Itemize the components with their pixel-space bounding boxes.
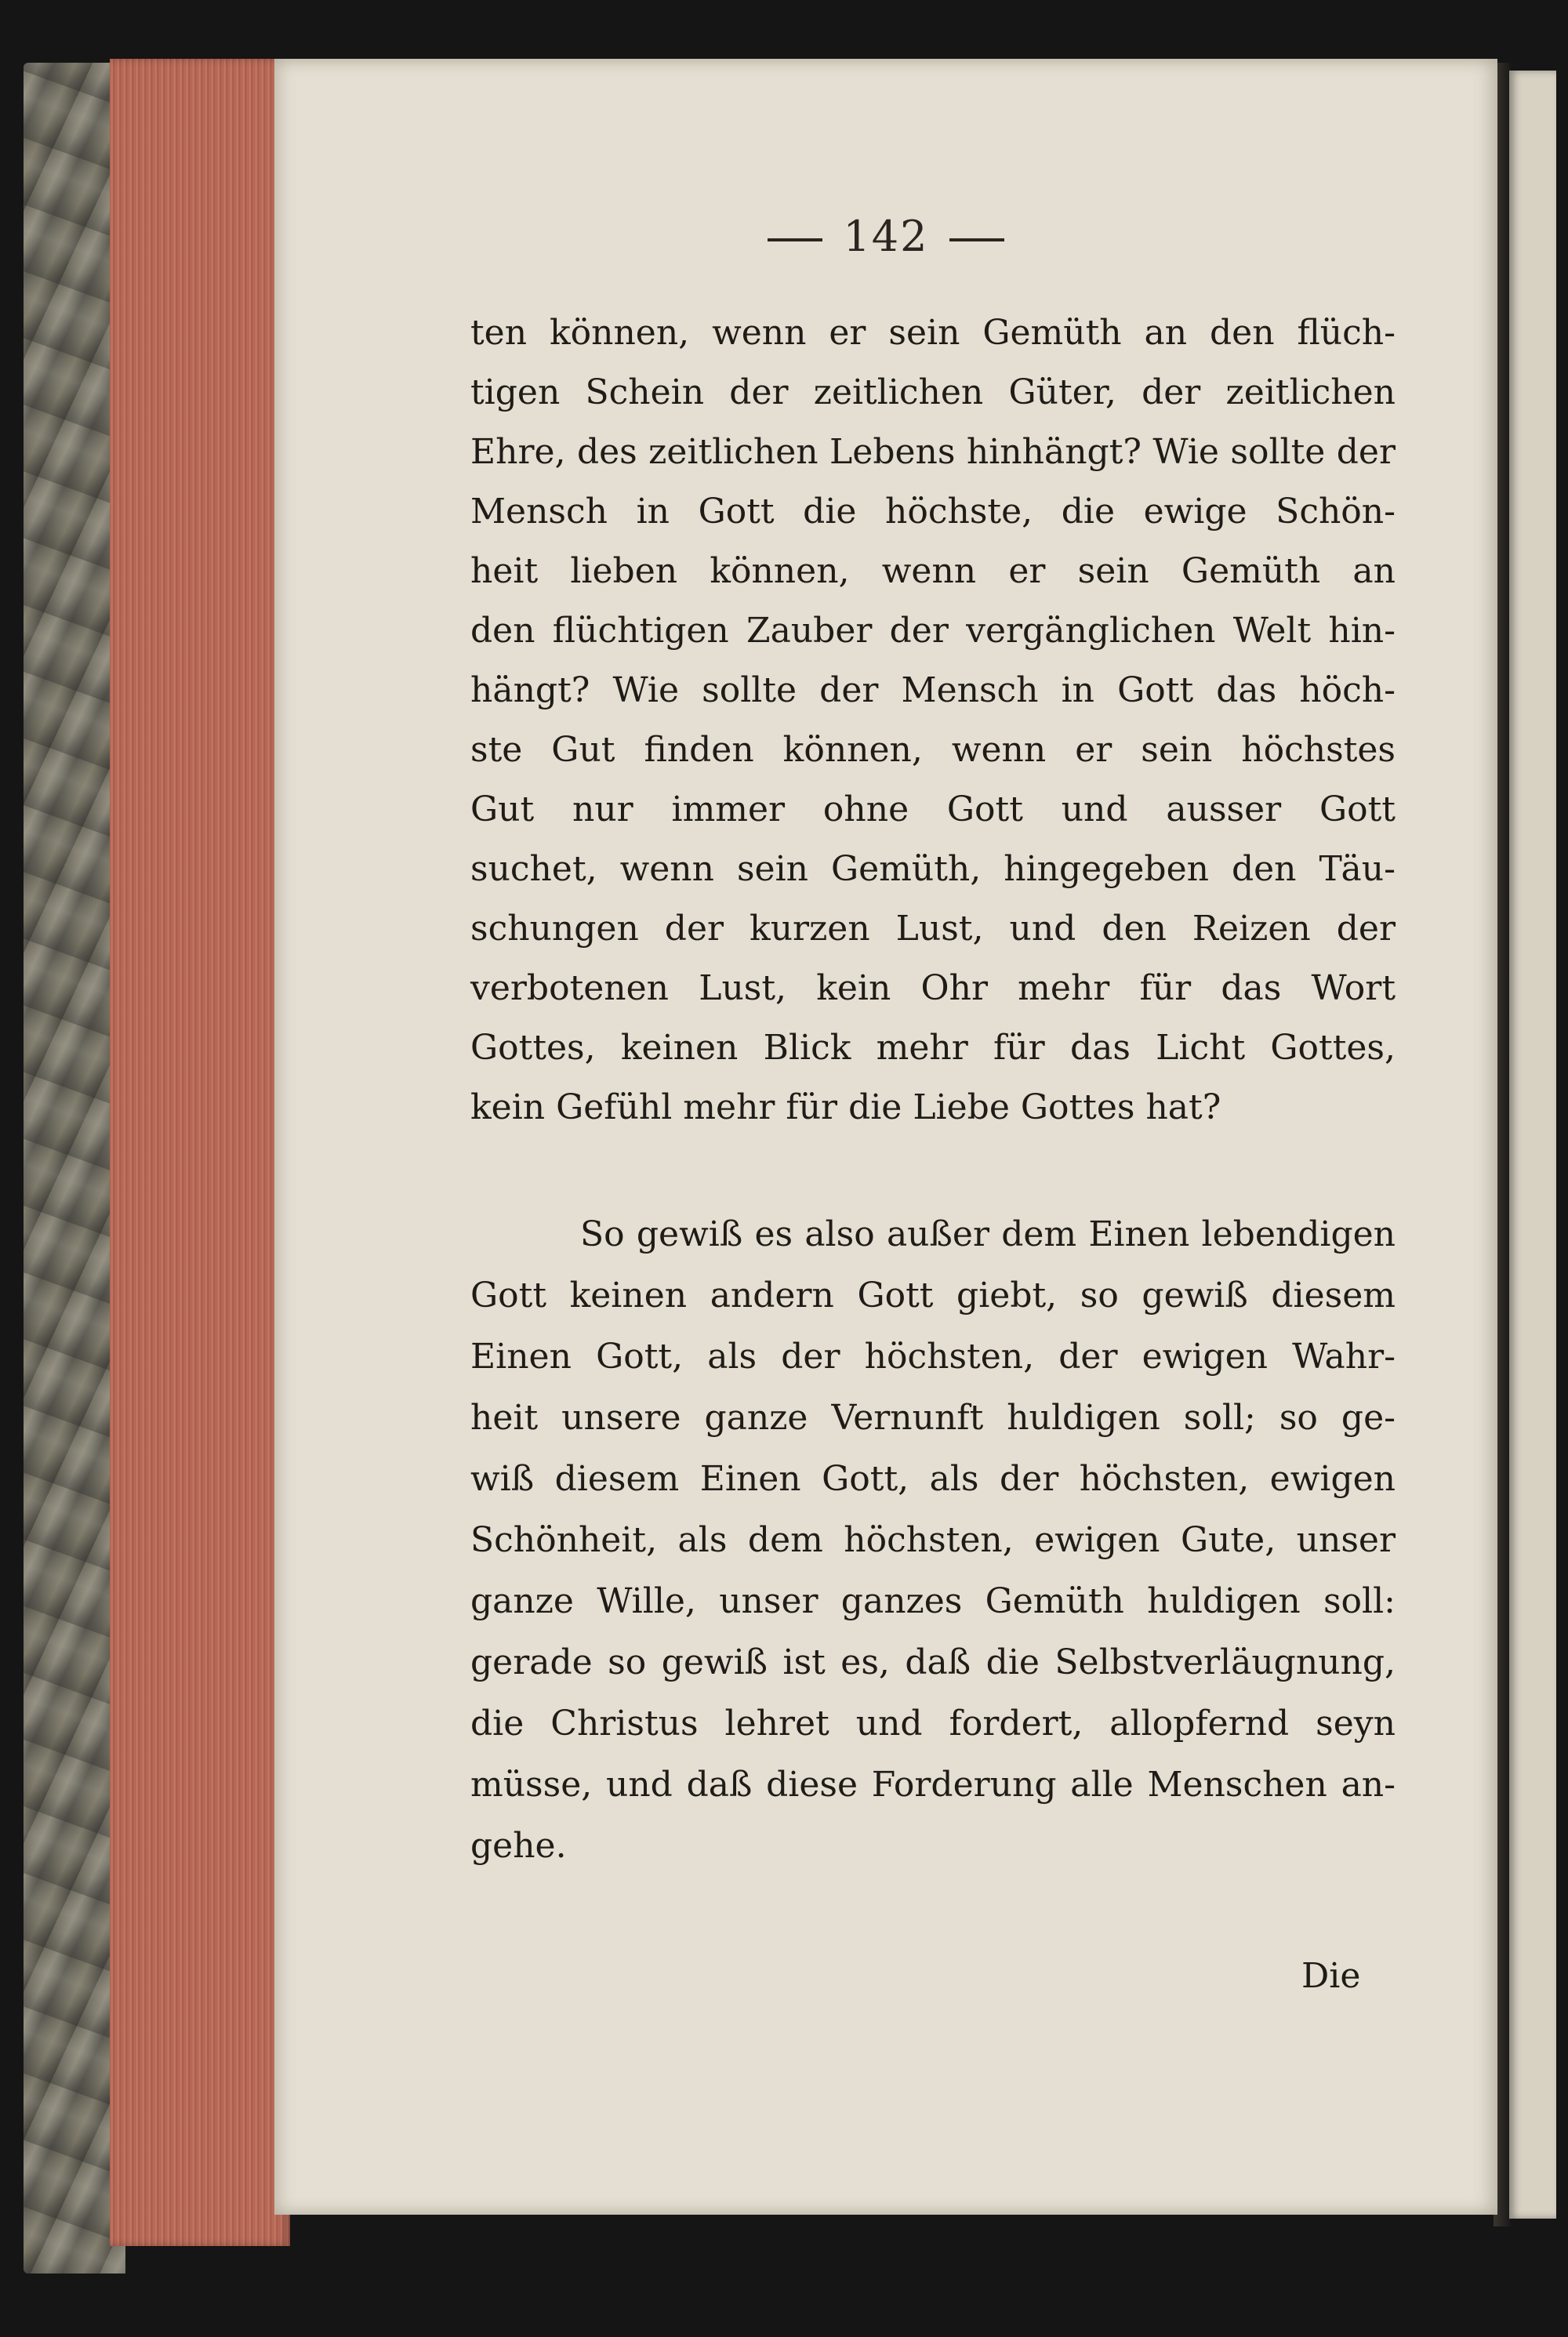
text-line: heit unsere ganze Vernunft huldigen soll; so ge- xyxy=(470,1398,1396,1438)
text-line: ten können, wenn er sein Gemüth an den flüch- xyxy=(470,313,1396,353)
text-line: Einen Gott, als der höchsten, der ewigen Wahr- xyxy=(470,1337,1396,1377)
catchword: Die xyxy=(1301,1956,1361,1996)
text-line: Gottes, keinen Blick mehr für das Licht Gottes, xyxy=(470,1028,1396,1068)
text-line: So gewiß es also außer dem Einen lebendigen xyxy=(580,1214,1396,1254)
text-line: den flüchtigen Zauber der vergänglichen Welt hin- xyxy=(470,611,1396,651)
text-line: heit lieben können, wenn er sein Gemüth an xyxy=(470,551,1396,591)
text-line: Mensch in Gott die höchste, die ewige Schön- xyxy=(470,492,1396,532)
text-line: wiß diesem Einen Gott, als der höchsten, ewigen xyxy=(470,1459,1396,1499)
text-line: Ehre, des zeitlichen Lebens hinhängt? Wie sollte der xyxy=(470,432,1396,472)
text-line: gerade so gewiß ist es, daß die Selbstverläugnung, xyxy=(470,1642,1396,1682)
adjacent-page xyxy=(1509,71,1556,2219)
header-dash-left xyxy=(768,238,822,241)
page-number: 142 xyxy=(843,212,929,261)
text-line: hängt? Wie sollte der Mensch in Gott das höch- xyxy=(470,670,1396,710)
text-line: kein Gefühl mehr für die Liebe Gottes hat? xyxy=(470,1087,1221,1127)
text-line: schungen der kurzen Lust, und den Reizen der xyxy=(470,909,1396,949)
text-line: Gut nur immer ohne Gott und ausser Gott xyxy=(470,789,1396,829)
text-line: Gott keinen andern Gott giebt, so gewiß diesem xyxy=(470,1276,1396,1315)
header-dash-right xyxy=(949,238,1004,241)
text-line: gehe. xyxy=(470,1826,567,1866)
book-page xyxy=(274,59,1497,2215)
text-line: verbotenen Lust, kein Ohr mehr für das Wort xyxy=(470,968,1396,1008)
text-line: Schönheit, als dem höchsten, ewigen Gute, unser xyxy=(470,1520,1396,1560)
page-header xyxy=(274,212,1497,261)
text-line: die Christus lehret und fordert, allopfernd seyn xyxy=(470,1704,1396,1744)
text-line: ste Gut finden können, wenn er sein höchstes xyxy=(470,730,1396,770)
text-line: ganze Wille, unser ganzes Gemüth huldigen soll: xyxy=(470,1581,1396,1621)
text-line: müsse, und daß diese Forderung alle Menschen an- xyxy=(470,1765,1396,1805)
text-line: tigen Schein der zeitlichen Güter, der zeitlichen xyxy=(470,372,1396,412)
text-line: suchet, wenn sein Gemüth, hingegeben den Täu- xyxy=(470,849,1396,889)
page-edges xyxy=(110,59,290,2246)
